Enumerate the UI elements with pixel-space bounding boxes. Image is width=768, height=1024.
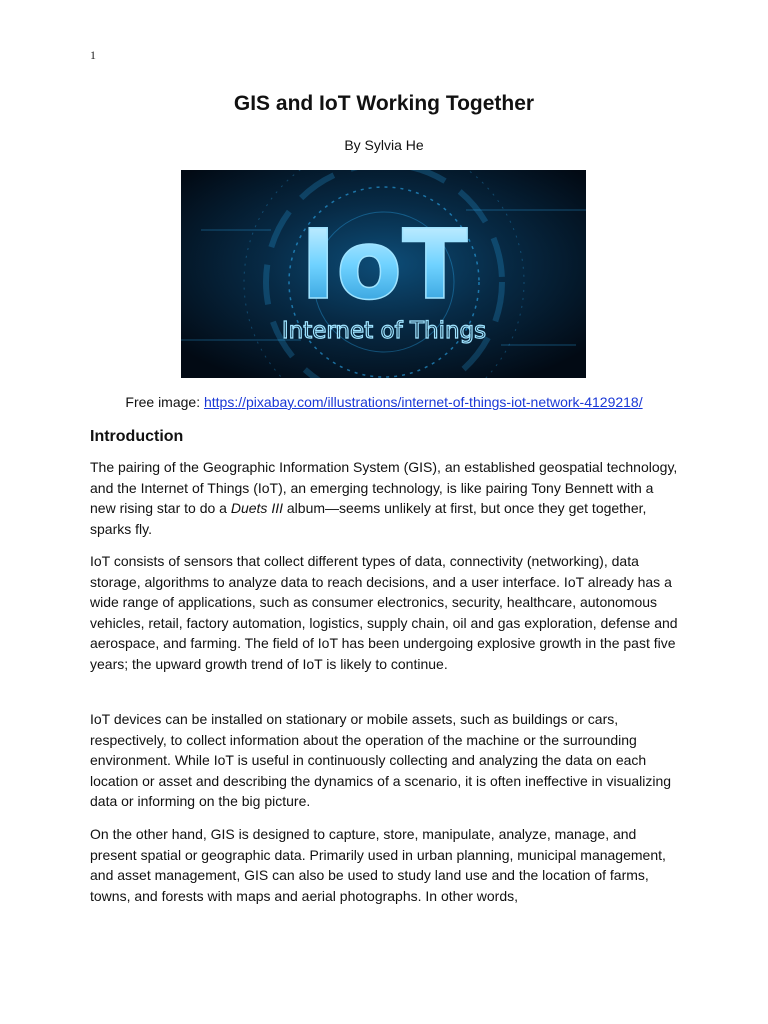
- section-heading-introduction: Introduction: [90, 428, 184, 445]
- paragraph-1-italic: Duets III: [230, 500, 283, 516]
- paragraph-1-text-b: album—seems unlikely at first, but once they get together, sparks fly.: [90, 500, 647, 537]
- image-caption: [0, 394, 768, 410]
- image-source-link[interactable]: https://pixabay.com/illustrations/internet-of-things-iot-network-4129218/: [203, 394, 643, 410]
- iot-hero-image: [181, 170, 586, 378]
- hero-iot-letters: IoT: [300, 209, 468, 321]
- caption-prefix: Free image:: [125, 394, 204, 410]
- paragraph-2: IoT consists of sensors that collect different types of data, connectivity (networking), data storage, algorithms to analyze data to reach decisions, and a user interface. IoT already has a wide range of applications, such as consumer electronics, security, healthcare, autonomous vehicles, retail, factory automation, logistics, supply chain, oil and gas exploration, defense and aerospace, and farming. The field of IoT has been undergoing explosive growth in the past five years; the upward growth trend of IoT is likely to continue.: [90, 553, 678, 672]
- document-title: GIS and IoT Working Together: [233, 92, 535, 115]
- iot-illustration: [181, 170, 586, 378]
- hero-subtitle: Internet of Things: [281, 318, 487, 344]
- page-number: 1: [90, 48, 96, 62]
- paragraph-1: [90, 457, 680, 539]
- author-byline: By Sylvia He: [344, 137, 424, 153]
- paragraph-1-text-a: The pairing of the Geographic Information System (GIS), an established geospatial technology, and the Internet of Things (IoT), an emerging technology, is like pairing Tony Bennett with a new rising star to do a: [90, 459, 678, 516]
- paragraph-3: IoT devices can be installed on stationary or mobile assets, such as buildings or cars, respectively, to collect information about the operation of the machine or the surrounding environment. While IoT is useful in continuously collecting and analyzing the data on each location or asset and describing the dynamics of a scenario, it is often ineffective in visualizing data or informing on the big picture.: [90, 711, 672, 809]
- paragraph-4: On the other hand, GIS is designed to capture, store, manipulate, analyze, manage, and present spatial or geographic data. Primarily used in urban planning, municipal management, and asset management, GIS can also be used to study land use and the location of farms, towns, and forests with maps and aerial photographs. In other words,: [90, 826, 666, 904]
